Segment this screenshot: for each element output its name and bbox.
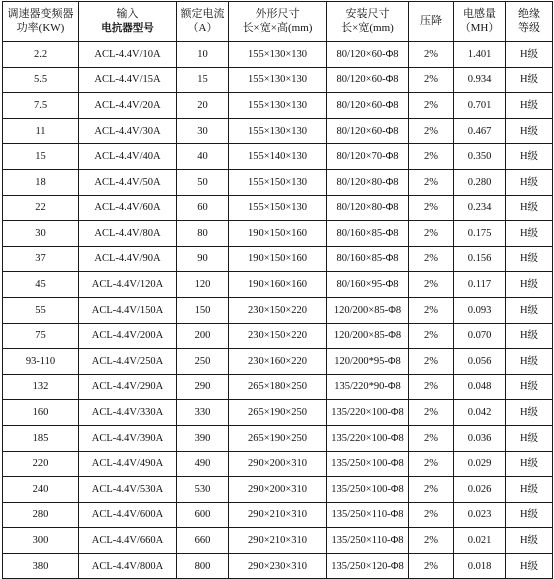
power-cell: 300 [3, 528, 79, 554]
mounting-dimensions-cell: 135/220*90-Φ8 [327, 374, 409, 400]
table-row [3, 477, 553, 503]
mounting-dimensions-cell: 135/220×100-Φ8 [327, 400, 409, 426]
inductance-cell: 0.021 [454, 528, 506, 554]
mounting-dimensions-cell: 120/200×85-Φ8 [327, 297, 409, 323]
rated-current-cell: 30 [177, 118, 229, 144]
model-cell: ACL-4.4V/660A [79, 528, 177, 554]
rated-current-cell: 150 [177, 297, 229, 323]
table-row [3, 553, 553, 579]
outline-dimensions-cell: 155×130×130 [229, 42, 327, 68]
model-cell: ACL-4.4V/15A [79, 67, 177, 93]
power-cell: 55 [3, 297, 79, 323]
model-cell: ACL-4.4V/80A [79, 221, 177, 247]
rated-current-cell: 60 [177, 195, 229, 221]
insulation-class-cell: H级 [506, 67, 553, 93]
outline-dimensions-cell: 190×150×160 [229, 246, 327, 272]
mounting-dimensions-cell: 80/160×85-Φ8 [327, 221, 409, 247]
rated-current-cell: 15 [177, 67, 229, 93]
power-cell: 2.2 [3, 42, 79, 68]
mounting-dimensions-cell: 120/200*95-Φ8 [327, 349, 409, 375]
insulation-class-cell: H级 [506, 195, 553, 221]
rated-current-cell: 330 [177, 400, 229, 426]
voltage-drop-cell: 2% [409, 374, 454, 400]
rated-current-cell: 530 [177, 477, 229, 503]
header-rated-current: 额定电流 （A） [177, 2, 229, 42]
outline-dimensions-cell: 155×130×130 [229, 118, 327, 144]
mounting-dimensions-cell: 135/250×120-Φ8 [327, 553, 409, 579]
mounting-dimensions-cell: 80/160×85-Φ8 [327, 246, 409, 272]
outline-dimensions-cell: 265×190×250 [229, 400, 327, 426]
model-cell: ACL-4.4V/90A [79, 246, 177, 272]
table-row [3, 195, 553, 221]
insulation-class-cell: H级 [506, 451, 553, 477]
power-cell: 93-110 [3, 349, 79, 375]
voltage-drop-cell: 2% [409, 323, 454, 349]
model-cell: ACL-4.4V/290A [79, 374, 177, 400]
rated-current-cell: 250 [177, 349, 229, 375]
power-cell: 280 [3, 502, 79, 528]
voltage-drop-cell: 2% [409, 272, 454, 298]
insulation-class-cell: H级 [506, 221, 553, 247]
insulation-class-cell: H级 [506, 93, 553, 119]
voltage-drop-cell: 2% [409, 451, 454, 477]
power-cell: 30 [3, 221, 79, 247]
rated-current-cell: 120 [177, 272, 229, 298]
table-row [3, 425, 553, 451]
voltage-drop-cell: 2% [409, 93, 454, 119]
outline-dimensions-cell: 230×160×220 [229, 349, 327, 375]
outline-dimensions-cell: 155×150×130 [229, 169, 327, 195]
insulation-class-cell: H级 [506, 528, 553, 554]
inductance-cell: 0.701 [454, 93, 506, 119]
power-cell: 185 [3, 425, 79, 451]
outline-dimensions-cell: 230×150×220 [229, 297, 327, 323]
outline-dimensions-cell: 155×140×130 [229, 144, 327, 170]
model-cell: ACL-4.4V/330A [79, 400, 177, 426]
model-cell: ACL-4.4V/390A [79, 425, 177, 451]
inductance-cell: 0.175 [454, 221, 506, 247]
table-row [3, 246, 553, 272]
header-power: 调速器变频器 功率(KW) [3, 2, 79, 42]
header-mounting-dimensions: 安装尺寸 长×宽(mm) [327, 2, 409, 42]
header-outline-dimensions: 外形尺寸 长×宽×高(mm) [229, 2, 327, 42]
inductance-cell: 1.401 [454, 42, 506, 68]
model-cell: ACL-4.4V/40A [79, 144, 177, 170]
table-row [3, 400, 553, 426]
voltage-drop-cell: 2% [409, 349, 454, 375]
rated-current-cell: 10 [177, 42, 229, 68]
table-row [3, 118, 553, 144]
mounting-dimensions-cell: 135/250×100-Φ8 [327, 451, 409, 477]
model-cell: ACL-4.4V/200A [79, 323, 177, 349]
voltage-drop-cell: 2% [409, 528, 454, 554]
model-cell: ACL-4.4V/150A [79, 297, 177, 323]
table-row [3, 323, 553, 349]
mounting-dimensions-cell: 135/220×100-Φ8 [327, 425, 409, 451]
table-row [3, 169, 553, 195]
insulation-class-cell: H级 [506, 425, 553, 451]
table-row [3, 67, 553, 93]
mounting-dimensions-cell: 80/120×60-Φ8 [327, 118, 409, 144]
voltage-drop-cell: 2% [409, 195, 454, 221]
insulation-class-cell: H级 [506, 323, 553, 349]
insulation-class-cell: H级 [506, 246, 553, 272]
voltage-drop-cell: 2% [409, 144, 454, 170]
power-cell: 75 [3, 323, 79, 349]
rated-current-cell: 40 [177, 144, 229, 170]
insulation-class-cell: H级 [506, 477, 553, 503]
table-row [3, 221, 553, 247]
mounting-dimensions-cell: 80/120×70-Φ8 [327, 144, 409, 170]
voltage-drop-cell: 2% [409, 553, 454, 579]
insulation-class-cell: H级 [506, 297, 553, 323]
inductance-cell: 0.023 [454, 502, 506, 528]
model-cell: ACL-4.4V/20A [79, 93, 177, 119]
power-cell: 380 [3, 553, 79, 579]
power-cell: 160 [3, 400, 79, 426]
voltage-drop-cell: 2% [409, 400, 454, 426]
insulation-class-cell: H级 [506, 400, 553, 426]
header-voltage-drop: 压降 [409, 2, 454, 42]
outline-dimensions-cell: 290×200×310 [229, 477, 327, 503]
model-cell: ACL-4.4V/30A [79, 118, 177, 144]
header-inductance: 电感量 （MH） [454, 2, 506, 42]
outline-dimensions-cell: 290×210×310 [229, 528, 327, 554]
voltage-drop-cell: 2% [409, 425, 454, 451]
outline-dimensions-cell: 290×200×310 [229, 451, 327, 477]
rated-current-cell: 600 [177, 502, 229, 528]
mounting-dimensions-cell: 80/160×95-Φ8 [327, 272, 409, 298]
power-cell: 22 [3, 195, 79, 221]
model-cell: ACL-4.4V/120A [79, 272, 177, 298]
rated-current-cell: 200 [177, 323, 229, 349]
outline-dimensions-cell: 155×150×130 [229, 195, 327, 221]
voltage-drop-cell: 2% [409, 67, 454, 93]
table-row [3, 272, 553, 298]
inductance-cell: 0.934 [454, 67, 506, 93]
power-cell: 18 [3, 169, 79, 195]
rated-current-cell: 390 [177, 425, 229, 451]
table-row [3, 528, 553, 554]
mounting-dimensions-cell: 135/250×100-Φ8 [327, 477, 409, 503]
inductance-cell: 0.029 [454, 451, 506, 477]
header-model: 输入 电抗器型号 [79, 2, 177, 42]
rated-current-cell: 800 [177, 553, 229, 579]
voltage-drop-cell: 2% [409, 169, 454, 195]
insulation-class-cell: H级 [506, 502, 553, 528]
outline-dimensions-cell: 265×180×250 [229, 374, 327, 400]
mounting-dimensions-cell: 80/120×80-Φ8 [327, 195, 409, 221]
model-cell: ACL-4.4V/490A [79, 451, 177, 477]
model-cell: ACL-4.4V/50A [79, 169, 177, 195]
power-cell: 220 [3, 451, 79, 477]
model-cell: ACL-4.4V/10A [79, 42, 177, 68]
header-insulation-class: 绝缘 等级 [506, 2, 553, 42]
mounting-dimensions-cell: 80/120×60-Φ8 [327, 42, 409, 68]
table-row [3, 374, 553, 400]
reactor-spec-table [2, 1, 553, 579]
voltage-drop-cell: 2% [409, 477, 454, 503]
header-row [3, 2, 553, 42]
inductance-cell: 0.070 [454, 323, 506, 349]
inductance-cell: 0.234 [454, 195, 506, 221]
table-row [3, 297, 553, 323]
inductance-cell: 0.048 [454, 374, 506, 400]
inductance-cell: 0.026 [454, 477, 506, 503]
table-body [3, 42, 553, 579]
inductance-cell: 0.036 [454, 425, 506, 451]
insulation-class-cell: H级 [506, 272, 553, 298]
voltage-drop-cell: 2% [409, 42, 454, 68]
inductance-cell: 0.117 [454, 272, 506, 298]
table-row [3, 42, 553, 68]
mounting-dimensions-cell: 80/120×60-Φ8 [327, 67, 409, 93]
voltage-drop-cell: 2% [409, 502, 454, 528]
outline-dimensions-cell: 155×130×130 [229, 93, 327, 119]
rated-current-cell: 80 [177, 221, 229, 247]
power-cell: 11 [3, 118, 79, 144]
power-cell: 15 [3, 144, 79, 170]
mounting-dimensions-cell: 135/250×110-Φ8 [327, 502, 409, 528]
inductance-cell: 0.042 [454, 400, 506, 426]
power-cell: 7.5 [3, 93, 79, 119]
power-cell: 45 [3, 272, 79, 298]
outline-dimensions-cell: 190×160×160 [229, 272, 327, 298]
voltage-drop-cell: 2% [409, 297, 454, 323]
inductance-cell: 0.018 [454, 553, 506, 579]
outline-dimensions-cell: 290×210×310 [229, 502, 327, 528]
voltage-drop-cell: 2% [409, 118, 454, 144]
mounting-dimensions-cell: 80/120×60-Φ8 [327, 93, 409, 119]
power-cell: 132 [3, 374, 79, 400]
power-cell: 37 [3, 246, 79, 272]
outline-dimensions-cell: 290×230×310 [229, 553, 327, 579]
insulation-class-cell: H级 [506, 349, 553, 375]
table-row [3, 502, 553, 528]
mounting-dimensions-cell: 135/250×110-Φ8 [327, 528, 409, 554]
inductance-cell: 0.467 [454, 118, 506, 144]
model-cell: ACL-4.4V/60A [79, 195, 177, 221]
inductance-cell: 0.056 [454, 349, 506, 375]
mounting-dimensions-cell: 120/200×85-Φ8 [327, 323, 409, 349]
rated-current-cell: 290 [177, 374, 229, 400]
table-row [3, 93, 553, 119]
rated-current-cell: 660 [177, 528, 229, 554]
table-row [3, 144, 553, 170]
insulation-class-cell: H级 [506, 374, 553, 400]
power-cell: 240 [3, 477, 79, 503]
outline-dimensions-cell: 155×130×130 [229, 67, 327, 93]
model-cell: ACL-4.4V/250A [79, 349, 177, 375]
insulation-class-cell: H级 [506, 118, 553, 144]
rated-current-cell: 490 [177, 451, 229, 477]
voltage-drop-cell: 2% [409, 221, 454, 247]
model-cell: ACL-4.4V/530A [79, 477, 177, 503]
inductance-cell: 0.156 [454, 246, 506, 272]
rated-current-cell: 90 [177, 246, 229, 272]
insulation-class-cell: H级 [506, 144, 553, 170]
inductance-cell: 0.280 [454, 169, 506, 195]
rated-current-cell: 50 [177, 169, 229, 195]
table-row [3, 349, 553, 375]
insulation-class-cell: H级 [506, 553, 553, 579]
outline-dimensions-cell: 190×150×160 [229, 221, 327, 247]
model-cell: ACL-4.4V/600A [79, 502, 177, 528]
table-row [3, 451, 553, 477]
inductance-cell: 0.350 [454, 144, 506, 170]
model-cell: ACL-4.4V/800A [79, 553, 177, 579]
inductance-cell: 0.093 [454, 297, 506, 323]
rated-current-cell: 20 [177, 93, 229, 119]
outline-dimensions-cell: 230×150×220 [229, 323, 327, 349]
outline-dimensions-cell: 265×190×250 [229, 425, 327, 451]
power-cell: 5.5 [3, 67, 79, 93]
mounting-dimensions-cell: 80/120×80-Φ8 [327, 169, 409, 195]
insulation-class-cell: H级 [506, 169, 553, 195]
voltage-drop-cell: 2% [409, 246, 454, 272]
insulation-class-cell: H级 [506, 42, 553, 68]
